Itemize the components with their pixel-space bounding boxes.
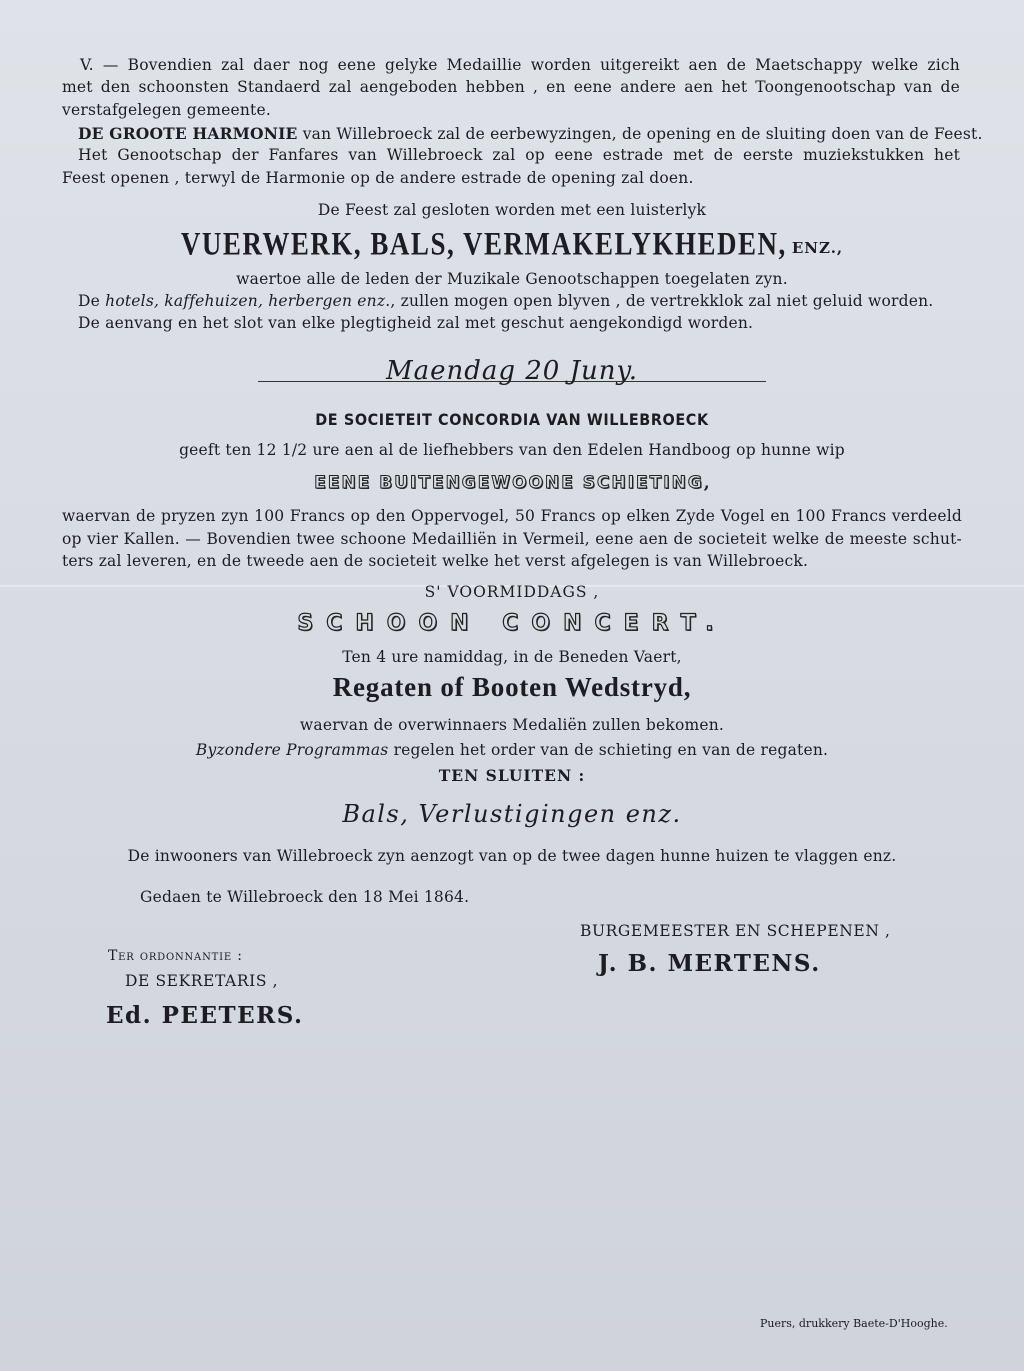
vuurwerk-heading-row [0,225,1024,262]
hotels-line [78,292,933,310]
mayor-title: BURGEMEESTER EN SCHEPENEN , [580,922,891,940]
paragraph-v-line-2: met den schoonsten Standaerd zal aengeboden hebben , en eene andere aen het Toongenootschap van de [62,78,960,96]
vuurwerk-suffix: ENZ., [791,239,844,257]
concert-heading: SCHOON CONCERT. [297,611,727,636]
vuurwerk-heading: VUERWERK, BALS, VERMAKELYKHEDEN, [180,225,787,262]
medal-line: waervan de overwinnaers Medaliën zullen bekomen. [299,716,725,734]
hotels-post: , zullen mogen open blyven , de vertrekklok zal niet geluid worden. [390,292,934,310]
secretary-title: DE SEKRETARIS , [125,972,279,990]
hotels-pre: De [78,292,106,310]
closing-intro: De Feest zal gesloten worden met een luisterlyk [317,201,707,219]
programma-line [0,741,1024,759]
flags-line: De inwooners van Willebroeck zyn aenzogt van op de twee dagen hunne huizen te vlaggen enz. [127,847,897,865]
prize-line-3: ters zal leveren, en de tweede aen de societeit welke het verst afgelegen is van Willebroeck. [62,552,809,570]
hotels-italic: hotels, kaffehuizen, herbergen enz. [105,292,391,310]
society-heading: DE SOCIETEIT CONCORDIA VAN WILLEBROECK [315,410,709,429]
harmonie-name: DE GROOTE HARMONIE [78,124,298,143]
prize-line-2: op vier Kallen. — Bovendien twee schoone Medailliën in Vermeil, eene aen de societeit welke de meeste schut- [62,530,962,548]
regatta-intro: Ten 4 ure namiddag, in de Beneden Vaert, [342,648,682,666]
shooting-comma: , [703,473,710,493]
balls-heading: Bals, Verlustigingen enz. [342,800,682,828]
harmonie-rest: van Willebroeck zal de eerbewyzingen, de opening en de sluiting doen van de Feest. [297,125,983,143]
printer-line: Puers, drukkery Baete-D'Hooghe. [760,1317,948,1330]
paragraph-v-line-3: verstafgelegen gemeente. [62,101,271,119]
harmonie-line [78,124,983,143]
regatta-heading: Regaten of Booten Wedstryd, [332,672,692,702]
date-line: Gedaen te Willebroeck den 18 Mei 1864. [140,888,470,906]
society-line: geeft ten 12 1/2 ure aen al de liefhebbers van den Edelen Handboog op hunne wip [179,441,845,459]
secretary-name: Ed. PEETERS. [106,1002,304,1029]
day-heading: Maendag 20 Juny. [385,356,639,386]
order-label: Ter ordonnantie : [108,948,243,964]
fanfare-line-2: Feest openen , terwyl de Harmonie op de andere estrade de opening zal doen. [62,169,694,187]
programma-rest: regelen het order van de schieting en van de regaten. [388,741,829,759]
shooting-heading: EENE BUITENGEWOONE SCHIETING [314,473,704,493]
fanfare-line-1: Het Genootschap der Fanfares van Willebroeck zal op eene estrade met de eerste muziekstukken het [78,146,960,164]
programma-italic: Byzondere Programmas [195,741,389,759]
paragraph-v-line-1: V. — Bovendien zal daer nog eene gelyke Medaillie worden uitgereikt aen de Maetschappy welke zich [80,56,960,74]
members-line: waertoe alle de leden der Muzikale Genootschappen toegelaten zyn. [236,270,788,288]
shooting-row [0,473,1024,493]
cannon-line: De aenvang en het slot van elke plegtigheid zal met geschut aengekondigd worden. [78,314,754,332]
morning-label: S' VOORMIDDAGS , [424,583,600,601]
mayor-name: J. B. MERTENS. [598,950,821,977]
prize-line-1: waervan de pryzen zyn 100 Francs op den Oppervogel, 50 Francs op elken Zyde Vogel en 100 Francs verdeeld [62,507,962,525]
closing-label: TEN SLUITEN : [438,766,586,785]
